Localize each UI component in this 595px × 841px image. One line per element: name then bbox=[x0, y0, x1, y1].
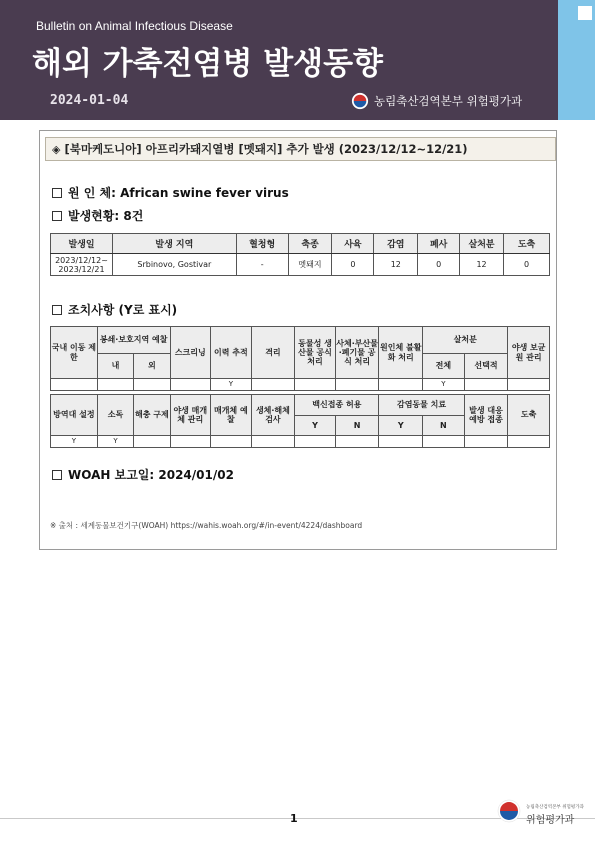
hdr-domestic-movement: 국내 이동 제한 bbox=[51, 327, 98, 379]
report-item bbox=[52, 466, 234, 483]
hdr-treatment: 감염동물 치료 bbox=[379, 395, 464, 416]
table-cell bbox=[464, 436, 508, 448]
hdr-official-disposal: 동물성 생산물 공식 처리 bbox=[295, 327, 336, 379]
hdr-carcass: 사체·부산물·폐기물 공식 처리 bbox=[335, 327, 379, 379]
hdr-outside: 외 bbox=[134, 354, 170, 379]
measures-title: 조치사항 (Y로 표시) bbox=[68, 303, 178, 317]
hdr-containment: 봉쇄·보호지역 예찰 bbox=[97, 327, 170, 354]
cell-dead: 0 bbox=[418, 254, 460, 276]
table-cell bbox=[379, 379, 423, 391]
table-cell: Y bbox=[51, 436, 98, 448]
hdr-inside: 내 bbox=[97, 354, 133, 379]
table-cell: Y bbox=[423, 379, 465, 391]
col-date: 발생일 bbox=[51, 234, 113, 254]
cell-date: 2023/12/12~ 2023/12/21 bbox=[51, 254, 113, 276]
table-cell: Y bbox=[211, 379, 252, 391]
table-cell bbox=[51, 379, 98, 391]
page-number: 1 bbox=[290, 812, 298, 825]
checkbox-square-icon bbox=[52, 470, 62, 480]
agency-logo-icon bbox=[351, 92, 369, 110]
hdr-vacc-n: N bbox=[335, 416, 379, 436]
col-culled: 살처분 bbox=[460, 234, 504, 254]
agency-logo-icon bbox=[497, 799, 521, 823]
table-cell bbox=[134, 379, 170, 391]
hdr-vacc-y: Y bbox=[295, 416, 336, 436]
col-species: 축종 bbox=[288, 234, 332, 254]
headline-text: [북마케도니아] 아프리카돼지열병 [멧돼지] 추가 발생 (2023/12/12~12/21) bbox=[64, 142, 468, 156]
issue-date: 2024-01-04 bbox=[50, 93, 129, 108]
outbreak-table bbox=[50, 233, 550, 276]
table-cell bbox=[508, 436, 550, 448]
table-cell bbox=[251, 379, 295, 391]
hdr-prevention: 발생 대응 예방 접종 bbox=[464, 395, 508, 436]
hdr-screening: 스크리닝 bbox=[170, 327, 211, 379]
measures-table-2 bbox=[50, 394, 550, 448]
col-serotype: 혈청형 bbox=[236, 234, 288, 254]
table-cell bbox=[251, 436, 295, 448]
page-title: 해외 가축전염병 발생동향 bbox=[32, 46, 383, 82]
col-infected: 감염 bbox=[374, 234, 418, 254]
report-date: WOAH 보고일: 2024/01/02 bbox=[68, 468, 234, 482]
cell-slaughter: 0 bbox=[504, 254, 550, 276]
table-cell bbox=[335, 379, 379, 391]
cause-item bbox=[52, 184, 289, 201]
hdr-vector: 해충 구제 bbox=[134, 395, 170, 436]
table-row bbox=[51, 254, 550, 276]
hdr-wild-vector: 야생 매개체 관리 bbox=[170, 395, 211, 436]
cell-infected: 12 bbox=[374, 254, 418, 276]
cause-text: 원 인 체: African swine fever virus bbox=[68, 186, 289, 200]
table-cell bbox=[295, 436, 336, 448]
footer-dept-name: 위험평가과 bbox=[526, 815, 575, 826]
measures-table-1 bbox=[50, 326, 550, 391]
outbreak-header-row bbox=[51, 234, 550, 254]
hdr-carcass-test: 생체·해체 검사 bbox=[251, 395, 295, 436]
cell-raised: 0 bbox=[332, 254, 374, 276]
hdr-inactivation: 원인체 불활화 처리 bbox=[379, 327, 423, 379]
header-accent-square bbox=[578, 6, 592, 20]
english-title: Bulletin on Animal Infectious Disease bbox=[36, 19, 233, 33]
hdr-total: 전체 bbox=[423, 354, 465, 379]
table-cell bbox=[295, 379, 336, 391]
table-cell bbox=[464, 379, 508, 391]
table-cell bbox=[211, 436, 252, 448]
cell-region: Srbinovo, Gostivar bbox=[112, 254, 236, 276]
table-cell bbox=[508, 379, 550, 391]
measures-header-row bbox=[51, 327, 550, 354]
table-row bbox=[51, 379, 550, 391]
headline-bar bbox=[45, 137, 556, 161]
hdr-slaughter: 도축 bbox=[508, 395, 550, 436]
checkbox-square-icon bbox=[52, 305, 62, 315]
table-cell bbox=[335, 436, 379, 448]
status-item bbox=[52, 207, 143, 224]
hdr-wildlife: 야생 보균원 관리 bbox=[508, 327, 550, 379]
agency-name: 농림축산검역본부 위험평가과 bbox=[374, 94, 523, 108]
table-cell bbox=[170, 379, 211, 391]
hdr-quarantine: 격리 bbox=[251, 327, 295, 379]
table-cell: Y bbox=[97, 436, 133, 448]
col-dead: 폐사 bbox=[418, 234, 460, 254]
status-text: 발생현황: 8건 bbox=[68, 209, 144, 223]
agency-signature bbox=[351, 92, 522, 110]
checkbox-square-icon bbox=[52, 211, 62, 221]
table-cell bbox=[423, 436, 465, 448]
table-cell bbox=[97, 379, 133, 391]
table-cell bbox=[379, 436, 423, 448]
table-row bbox=[51, 436, 550, 448]
col-slaughter: 도축 bbox=[504, 234, 550, 254]
measures-item bbox=[52, 301, 177, 318]
checkbox-square-icon bbox=[52, 188, 62, 198]
footer-org-name: 농림축산검역본부 위험평가과 bbox=[526, 805, 584, 810]
hdr-zoning: 방역대 설정 bbox=[51, 395, 98, 436]
hdr-disinfection: 소독 bbox=[97, 395, 133, 436]
hdr-treat-y: Y bbox=[379, 416, 423, 436]
hdr-treat-n: N bbox=[423, 416, 465, 436]
col-raised: 사육 bbox=[332, 234, 374, 254]
hdr-vector-surveillance: 매개체 예찰 bbox=[211, 395, 252, 436]
hdr-vaccination: 백신접종 허용 bbox=[295, 395, 379, 416]
table-cell bbox=[170, 436, 211, 448]
hdr-culling: 살처분 bbox=[423, 327, 508, 354]
cell-serotype: - bbox=[236, 254, 288, 276]
diamond-bullet-icon: ◈ bbox=[52, 142, 61, 156]
table-cell bbox=[134, 436, 170, 448]
col-region: 발생 지역 bbox=[112, 234, 236, 254]
cell-culled: 12 bbox=[460, 254, 504, 276]
hdr-tracing: 이력 추적 bbox=[211, 327, 252, 379]
cell-species: 멧돼지 bbox=[288, 254, 332, 276]
source-note: ※ 출처 : 세계동물보건기구(WOAH) https://wahis.woah.org/#/in-event/4224/dashboard bbox=[50, 521, 363, 530]
measures-header-row bbox=[51, 395, 550, 416]
hdr-selective: 선택적 bbox=[464, 354, 508, 379]
